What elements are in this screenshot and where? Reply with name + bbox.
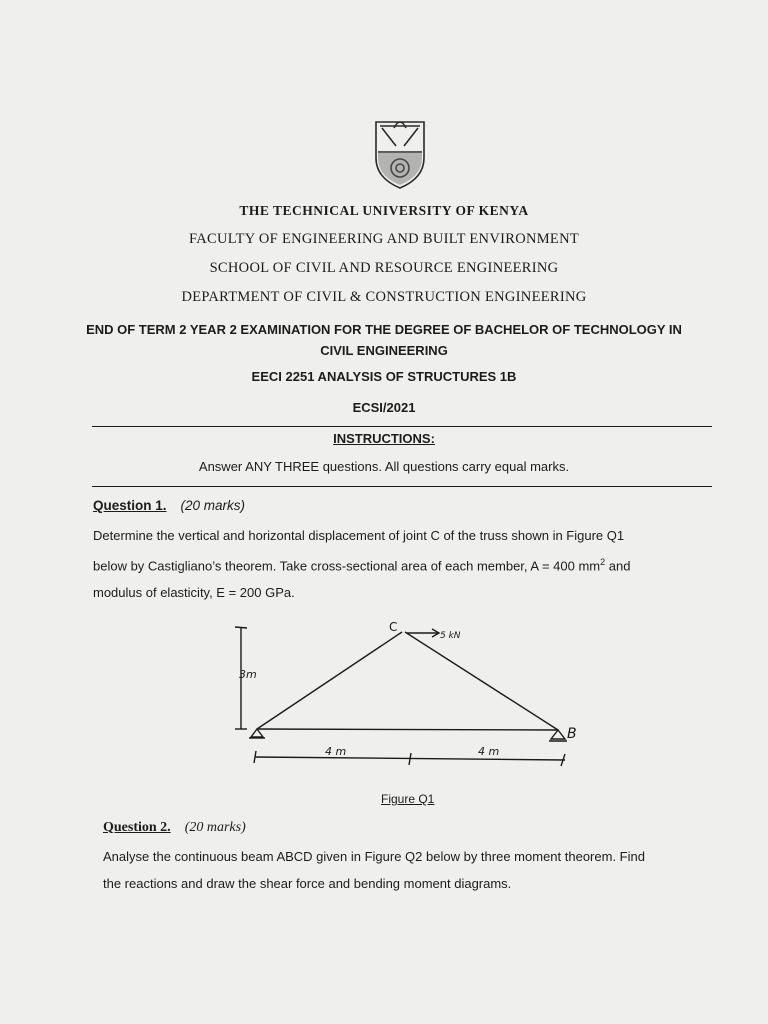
height-label: 3m: [239, 668, 257, 681]
truss-figure-q1: [225, 615, 585, 775]
question1-marks: (20 marks): [180, 498, 246, 513]
question2-marks: (20 marks): [184, 820, 246, 835]
course-title: EECI 2251 ANALYSIS OF STRUCTURES 1B: [251, 369, 517, 384]
question2-line2: the reactions and draw the shear force and bending moment diagrams.: [103, 876, 512, 891]
question1-title: Question 1.: [93, 498, 167, 513]
school-name: SCHOOL OF CIVIL AND RESOURCE ENGINEERING: [209, 260, 559, 276]
instructions-title: INSTRUCTIONS:: [333, 431, 435, 446]
span-tick-mid: [409, 753, 411, 765]
exam-title: [0, 319, 768, 361]
session-code: ECSI/2021: [352, 400, 416, 415]
span-tick-left: [254, 751, 256, 763]
question2-heading: [103, 818, 246, 836]
truss-member-ab: [257, 729, 558, 730]
question1-line2-post: and: [605, 558, 631, 574]
figure-q1-caption: Figure Q1: [381, 792, 435, 806]
pin-support-a: [251, 729, 263, 737]
question2-title: Question 2.: [103, 820, 171, 835]
exam-title-line1: END OF TERM 2 YEAR 2 EXAMINATION FOR THE DEGREE OF BACHELOR OF TECHNOLOGY IN: [86, 322, 682, 337]
load-label: 5 kN: [440, 631, 461, 641]
joint-c-label: C: [389, 620, 398, 634]
question1-heading: [93, 498, 245, 513]
question1-body: [93, 522, 718, 606]
span-right-label: 4 m: [478, 745, 500, 758]
exam-title-line2: CIVIL ENGINEERING: [320, 343, 448, 358]
divider-top: [92, 426, 712, 427]
joint-b-label: B: [567, 726, 577, 742]
instructions-text: Answer ANY THREE questions. All questions carry equal marks.: [198, 459, 570, 474]
faculty-name: FACULTY OF ENGINEERING AND BUILT ENVIRONMENT: [188, 231, 580, 247]
question1-line2: [93, 549, 718, 579]
truss-member-cb: [405, 632, 558, 730]
question1-line2-sup: 2: [600, 557, 606, 567]
question2-body: [103, 843, 718, 897]
roller-support-b: [551, 730, 565, 739]
truss-member-ac: [257, 632, 402, 729]
university-name: THE TECHNICAL UNIVERSITY OF KENYA: [239, 203, 529, 218]
height-dimension-top-tick: [235, 627, 247, 628]
divider-bottom: [92, 486, 712, 487]
university-logo: [372, 112, 428, 190]
question1-line2-pre: below by Castigliano’s theorem. Take cross-sectional area of each member, A = 400 mm: [93, 558, 601, 574]
span-left-label: 4 m: [325, 745, 347, 758]
question2-line1: Analyse the continuous beam ABCD given in Figure Q2 below by three moment theorem. Find: [103, 849, 645, 864]
question1-line1: Determine the vertical and horizontal displacement of joint C of the truss shown in Figure Q1: [93, 528, 625, 543]
department-name: DEPARTMENT OF CIVIL & CONSTRUCTION ENGINEERING: [181, 289, 587, 305]
question1-line3: modulus of elasticity, E = 200 GPa.: [93, 585, 295, 601]
